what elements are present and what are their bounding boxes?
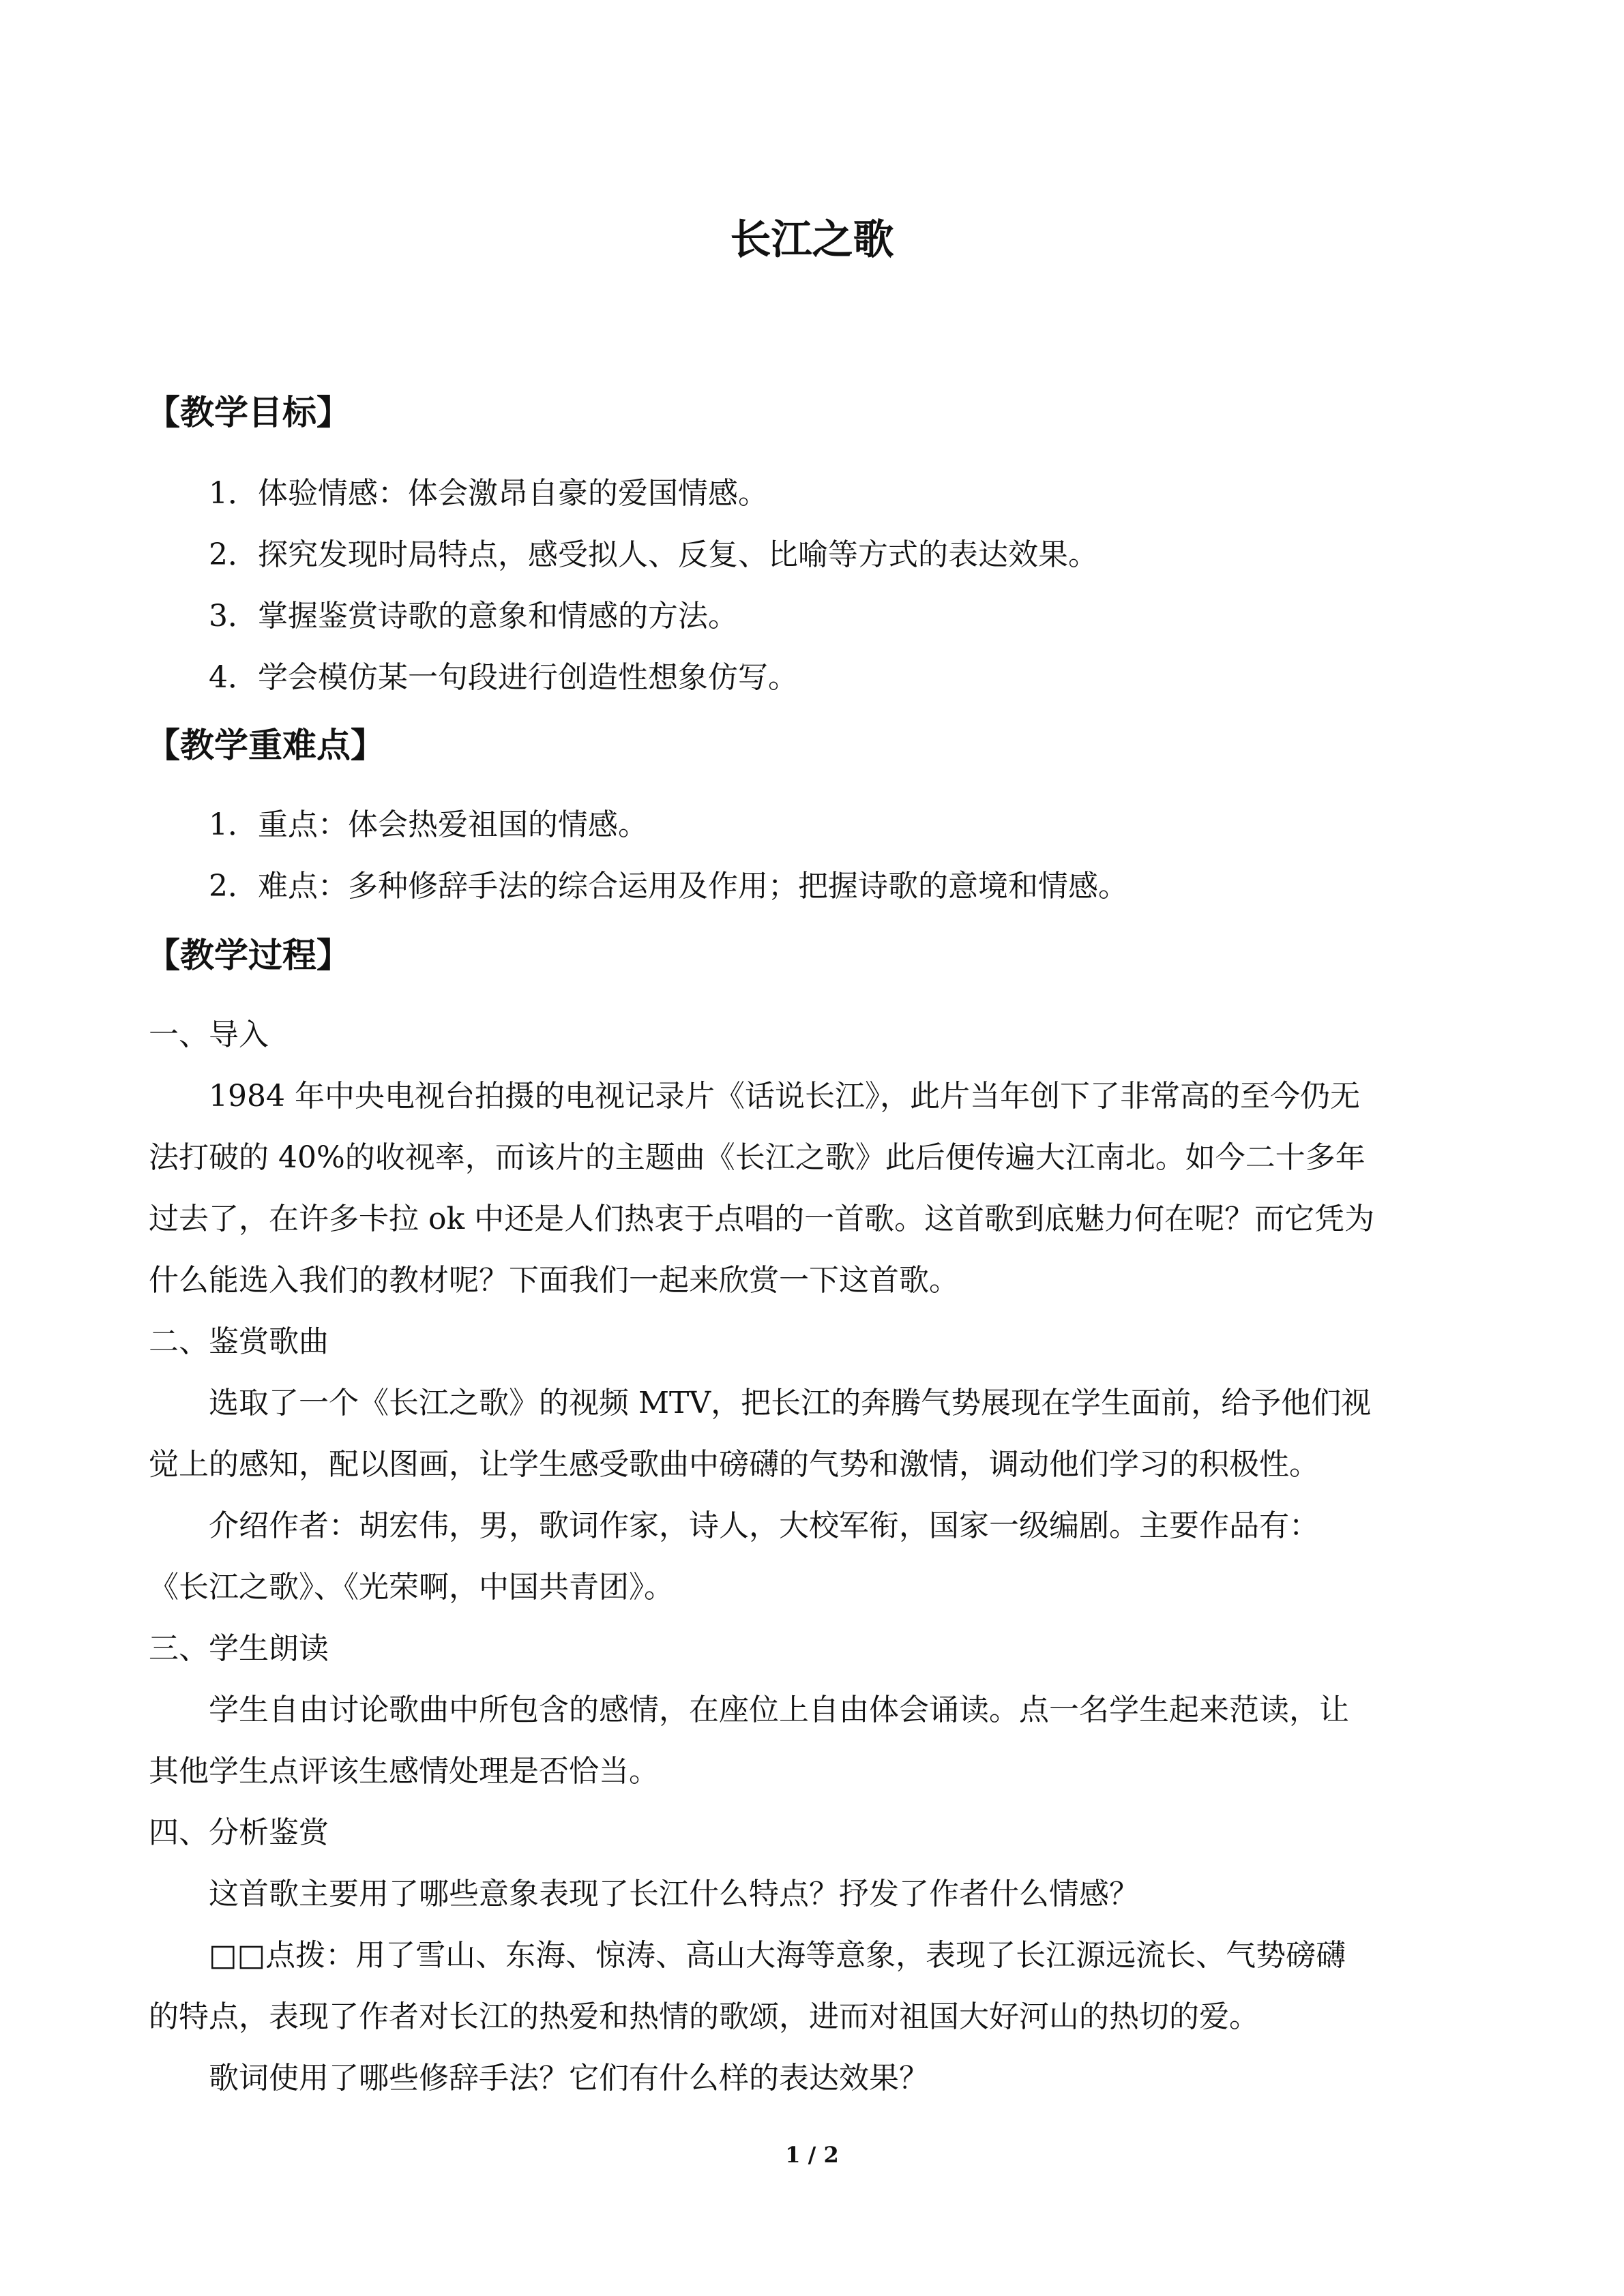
intro-line-1: 1984 年中央电视台拍摄的电视记录片《话说长江》，此片当年创下了非常高的至今仍无 xyxy=(209,1079,1360,1114)
analysis-question-2: 歌词使用了哪些修辞手法？它们有什么样的表达效果？ xyxy=(209,2061,929,2096)
keypoint-item-1: 1．重点：体会热爱祖国的情感。 xyxy=(209,807,648,842)
reading-line-1: 学生自由讨论歌曲中所包含的感情，在座位上自由体会诵读。点一名学生起来范读，让 xyxy=(209,1693,1349,1727)
heading-key-difficult-points: 【教学重难点】 xyxy=(146,726,385,765)
heading-teaching-goals: 【教学目标】 xyxy=(146,393,351,432)
page-number: 1 / 2 xyxy=(785,2142,839,2168)
goal-item-4: 4．学会模仿某一句段进行创造性想象仿写。 xyxy=(209,660,798,695)
goal-item-2: 2．探究发现时局特点，感受拟人、反复、比喻等方式的表达效果。 xyxy=(209,537,1098,572)
appreciate-para1-line-1: 选取了一个《长江之歌》的视频 MTV，把长江的奔腾气势展现在学生面前，给予他们视 xyxy=(209,1386,1372,1420)
intro-line-3: 过去了，在许多卡拉 ok 中还是人们热衷于点唱的一首歌。这首歌到底魅力何在呢？而它凭为 xyxy=(149,1202,1375,1236)
section-label-intro: 一、导入 xyxy=(149,1017,269,1052)
document-title: 长江之歌 xyxy=(730,216,894,264)
heading-teaching-process: 【教学过程】 xyxy=(146,936,351,975)
reading-line-2: 其他学生点评该生感情处理是否恰当。 xyxy=(149,1754,659,1789)
intro-line-4: 什么能选入我们的教材呢？下面我们一起来欣赏一下这首歌。 xyxy=(149,1263,959,1298)
keypoint-item-2: 2．难点：多种修辞手法的综合运用及作用；把握诗歌的意境和情感。 xyxy=(209,869,1128,904)
analysis-answer-1-line-2: 的特点，表现了作者对长江的热爱和热情的歌颂，进而对祖国大好河山的热切的爱。 xyxy=(149,1999,1259,2034)
analysis-answer-1-line-1: □□点拨：用了雪山、东海、惊涛、高山大海等意象，表现了长江源远流长、气势磅礴 xyxy=(209,1938,1346,1973)
appreciate-para1-line-2: 觉上的感知，配以图画，让学生感受歌曲中磅礴的气势和激情，调动他们学习的积极性。 xyxy=(149,1447,1319,1482)
goal-item-1: 1．体验情感：体会激昂自豪的爱国情感。 xyxy=(209,476,768,511)
section-label-appreciate-song: 二、鉴赏歌曲 xyxy=(149,1324,329,1359)
section-label-student-reading: 三、学生朗读 xyxy=(149,1631,329,1666)
section-label-analysis: 四、分析鉴赏 xyxy=(149,1815,329,1850)
goal-item-3: 3．掌握鉴赏诗歌的意象和情感的方法。 xyxy=(209,599,738,633)
analysis-question-1: 这首歌主要用了哪些意象表现了长江什么特点？抒发了作者什么情感？ xyxy=(209,1877,1139,1911)
author-intro-line-2: 《长江之歌》、《光荣啊，中国共青团》。 xyxy=(149,1570,674,1605)
author-intro-line-1: 介绍作者：胡宏伟，男，歌词作家，诗人，大校军衔，国家一级编剧。主要作品有： xyxy=(209,1508,1319,1543)
intro-line-2: 法打破的 40%的收视率，而该片的主题曲《长江之歌》此后便传遍大江南北。如今二十多年 xyxy=(149,1140,1365,1175)
